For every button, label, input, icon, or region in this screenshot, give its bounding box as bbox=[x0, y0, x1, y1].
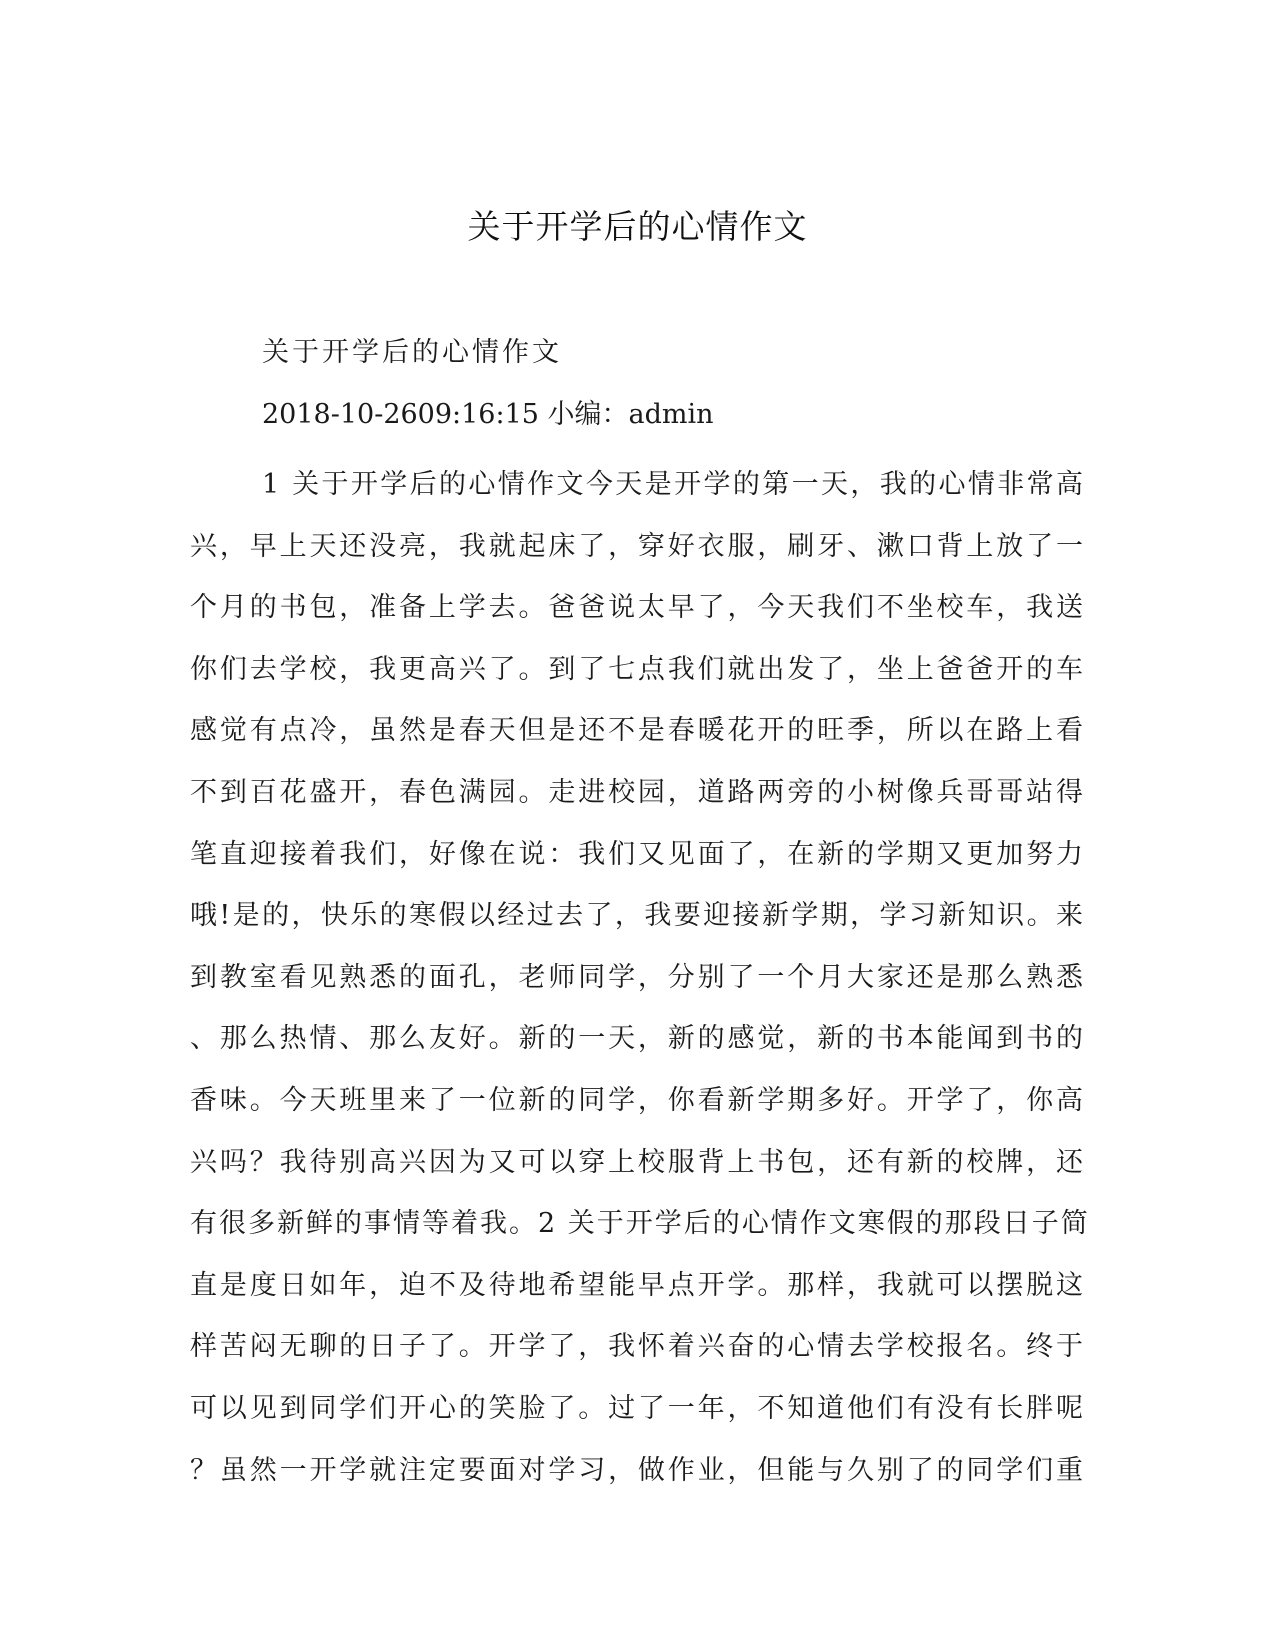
document-title: 关于开学后的心情作文 bbox=[467, 207, 808, 246]
body-line: 香味。今天班里来了一位新的同学，你看新学期多好。开学了，你高 bbox=[190, 1084, 1085, 1116]
body-line: 样苦闷无聊的日子了。开学了，我怀着兴奋的心情去学校报名。终于 bbox=[190, 1331, 1085, 1363]
body-line: 你们去学校，我更高兴了。到了七点我们就出发了，坐上爸爸开的车 bbox=[190, 653, 1085, 685]
body-line: 1 关于开学后的心情作文今天是开学的第一天，我的心情非常高 bbox=[262, 469, 1085, 500]
body-line: 直是度日如年，迫不及待地希望能早点开学。那样，我就可以摆脱这 bbox=[190, 1269, 1085, 1301]
body-line: 可以见到同学们开心的笑脸了。过了一年，不知道他们有没有长胖呢 bbox=[190, 1392, 1085, 1424]
body-line: 到教室看见熟悉的面孔，老师同学，分别了一个月大家还是那么熟悉 bbox=[190, 961, 1085, 993]
body-line: 个月的书包，准备上学去。爸爸说太早了，今天我们不坐校车，我送 bbox=[190, 592, 1085, 624]
body-line: ？虽然一开学就注定要面对学习，做作业，但能与久别了的同学们重 bbox=[190, 1454, 1085, 1486]
body-line: 、那么热情、那么友好。新的一天，新的感觉，新的书本能闻到书的 bbox=[190, 1023, 1085, 1055]
body-line: 哦!是的，快乐的寒假以经过去了，我要迎接新学期，学习新知识。来 bbox=[190, 900, 1085, 932]
body-line: 不到百花盛开，春色满园。走进校园，道路两旁的小树像兵哥哥站得 bbox=[190, 776, 1085, 808]
article-body bbox=[190, 454, 1090, 1501]
article-subtitle: 关于开学后的心情作文 bbox=[262, 337, 562, 368]
body-line: 兴吗？我待别高兴因为又可以穿上校服背上书包，还有新的校牌，还 bbox=[190, 1146, 1085, 1178]
body-line: 兴，早上天还没亮，我就起床了，穿好衣服，刷牙、漱口背上放了一 bbox=[190, 530, 1085, 562]
body-line: 感觉有点冷，虽然是春天但是还不是春暖花开的旺季，所以在路上看 bbox=[190, 715, 1085, 747]
body-line: 有很多新鲜的事情等着我。2 关于开学后的心情作文寒假的那段日子简 bbox=[190, 1208, 1090, 1240]
body-line: 笔直迎接着我们，好像在说：我们又见面了，在新的学期又更加努力 bbox=[190, 838, 1085, 870]
article-meta: 2018-10-2609:16:15 小编：admin bbox=[262, 399, 714, 430]
